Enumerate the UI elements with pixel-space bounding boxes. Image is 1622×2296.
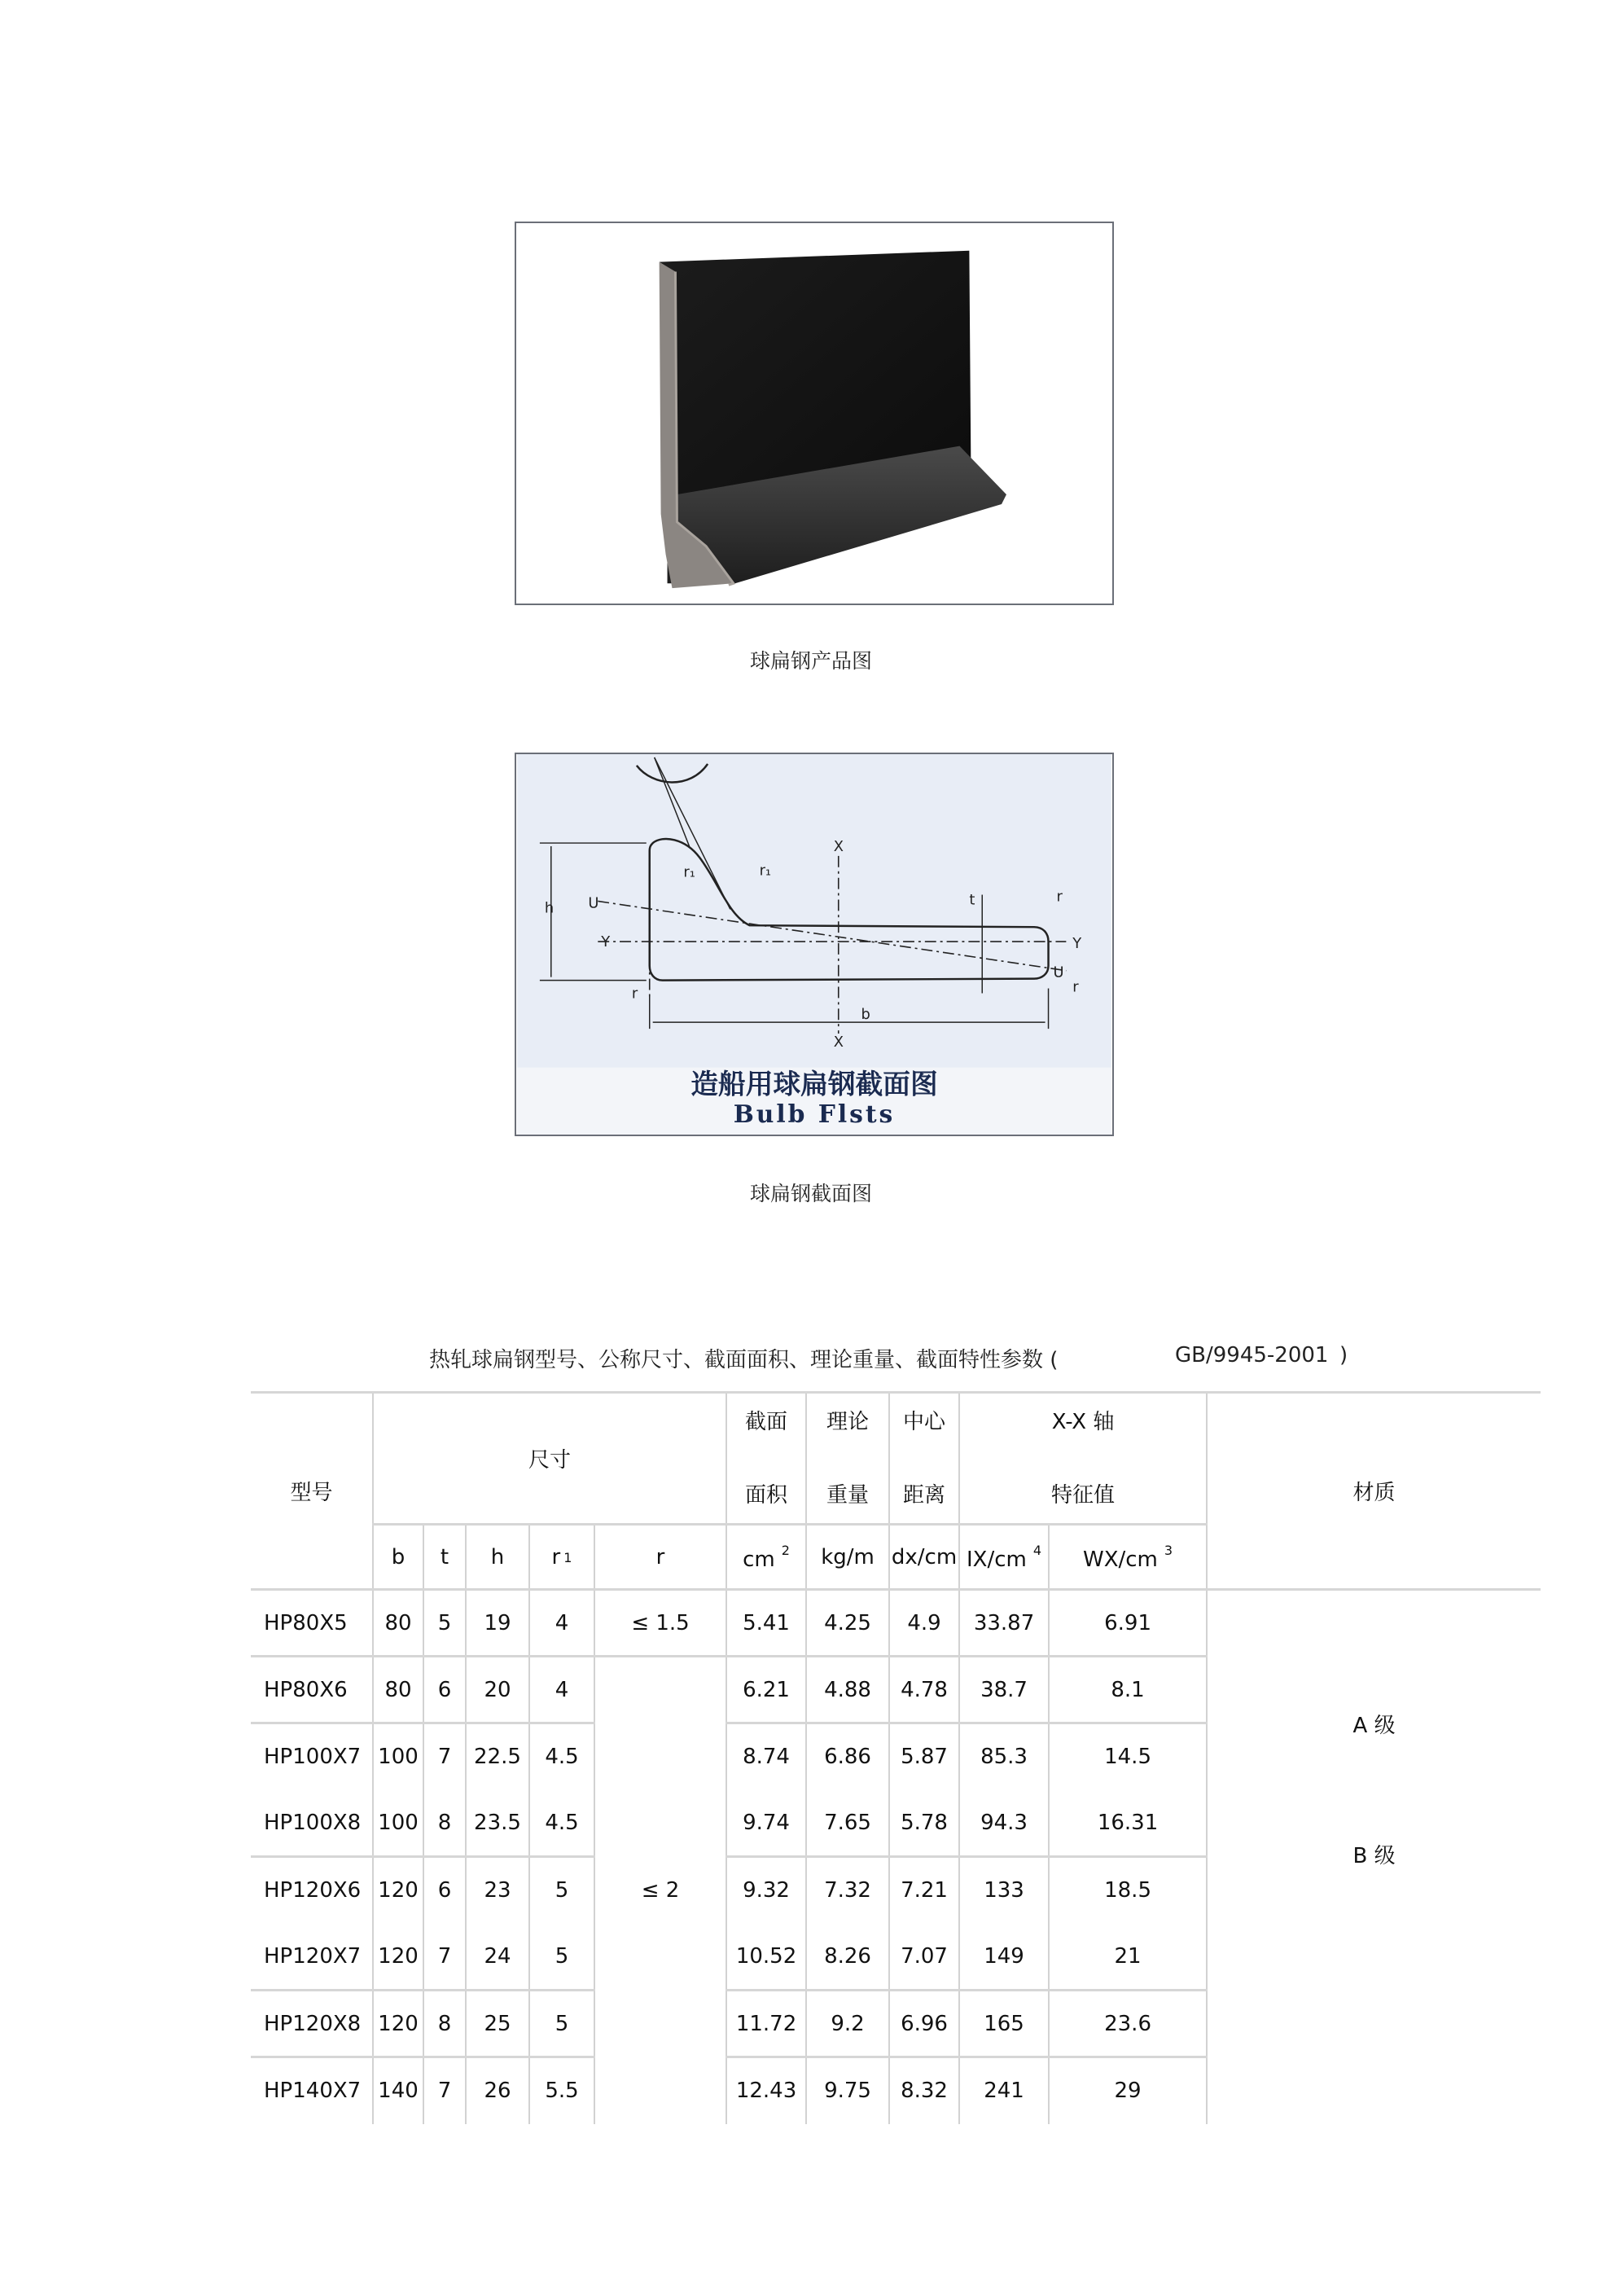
- cell-area: 9.74: [726, 1790, 806, 1857]
- cell-h: 23.5: [466, 1790, 529, 1857]
- table-title-text: 热轧球扁钢型号、公称尺寸、截面面积、理论重量、截面特性参数 (: [429, 1348, 1059, 1372]
- cell-t: 5: [423, 1590, 466, 1657]
- cell-dx: 4.9: [889, 1590, 959, 1657]
- cell-model: HP100X8: [264, 1810, 362, 1835]
- header-weight: 理论 重量: [806, 1393, 889, 1525]
- cell-r1: 5: [529, 1991, 594, 2057]
- cell-wx: 21: [1049, 1924, 1207, 1991]
- spec-table: [251, 1391, 1541, 2124]
- cell-model: HP140X7: [251, 2057, 373, 2124]
- cell-r1: 5: [529, 1857, 594, 1924]
- subheader-b: b: [373, 1525, 423, 1590]
- cell-h: 20: [466, 1657, 529, 1723]
- cell-ix: 241: [959, 2057, 1049, 2124]
- subheader-wx: WX/cm $^3$: [1049, 1525, 1207, 1590]
- cell-h: 22.5: [466, 1723, 529, 1790]
- cell-t: 6: [423, 1857, 466, 1924]
- cell-r-le-2: ≤ 2: [594, 1657, 726, 2124]
- label-r-left: r: [631, 985, 638, 1003]
- cell-material-b: B 级: [1352, 1843, 1396, 1868]
- cell-weight: 8.26: [806, 1924, 889, 1991]
- cell-r1: 4: [529, 1590, 594, 1657]
- subheader-ix: IX/cm $^4$: [959, 1525, 1049, 1590]
- cell-area: 12.43: [726, 2057, 806, 2124]
- cell-material-a: A 级: [1207, 1590, 1541, 1857]
- subheader-t: t: [423, 1525, 466, 1590]
- cell-ix: 38.7: [959, 1657, 1049, 1723]
- cell-area: 6.21: [726, 1657, 806, 1723]
- cell-wx: 6.91: [1049, 1590, 1207, 1657]
- subheader-r1: r 1: [529, 1525, 594, 1590]
- header-dimensions: 尺寸: [373, 1393, 726, 1525]
- cell-h: 25: [466, 1991, 529, 2057]
- cell-dx: 5.87: [889, 1723, 959, 1790]
- cell-weight: 4.88: [806, 1657, 889, 1723]
- label-r1: r₁: [683, 863, 695, 881]
- cell-h: 23: [466, 1857, 529, 1924]
- cell-area: 5.41: [726, 1590, 806, 1657]
- cell-weight: 9.2: [806, 1991, 889, 2057]
- label-x-bottom: X: [833, 1033, 844, 1051]
- cell-wx: 16.31: [1049, 1790, 1207, 1857]
- cell-t: 8: [423, 1991, 466, 2057]
- cell-b: 80: [373, 1657, 423, 1723]
- cross-section-caption: 球扁钢截面图: [749, 1182, 872, 1205]
- cell-ix: 149: [959, 1924, 1049, 1991]
- cell-model: HP120X7: [264, 1943, 362, 1969]
- cell-h: 19: [466, 1590, 529, 1657]
- cell-wx: 18.5: [1049, 1857, 1207, 1924]
- label-r-top: r: [1056, 888, 1063, 906]
- diagram-inner-title-cn: 造船用球扁钢截面图: [690, 1067, 938, 1100]
- label-h: h: [544, 899, 555, 917]
- header-area: 截面 面积: [726, 1393, 806, 1525]
- label-u-right: U: [1053, 964, 1064, 981]
- cell-area: 9.32: [726, 1857, 806, 1924]
- cell-area: 8.74: [726, 1723, 806, 1790]
- header-material: 材质: [1207, 1393, 1541, 1590]
- cell-b: 140: [373, 2057, 423, 2124]
- label-x-top: X: [833, 837, 844, 855]
- cell-h: 24: [466, 1924, 529, 1991]
- table-title-standard: GB/9945-2001: [1175, 1343, 1329, 1368]
- cell-b: 100: [373, 1790, 423, 1857]
- cell-dx: 8.32: [889, 2057, 959, 2124]
- cell-material-b-wrap: [1207, 1843, 1541, 2124]
- cell-r1: 4.5: [529, 1723, 594, 1790]
- header-center: 中心 距离: [889, 1393, 959, 1525]
- cell-dx: 7.07: [889, 1924, 959, 1991]
- cell-model: HP120X8: [251, 1991, 373, 2057]
- label-b: b: [861, 1006, 870, 1024]
- cell-model: HP80X6: [251, 1657, 373, 1723]
- cell-wx: 29: [1049, 2057, 1207, 2124]
- cell-dx: 7.21: [889, 1857, 959, 1924]
- cell-b: 120: [373, 1924, 423, 1991]
- cell-dx: 6.96: [889, 1991, 959, 2057]
- cell-t: 7: [423, 2057, 466, 2124]
- table-title-close: ): [1339, 1343, 1348, 1368]
- cell-r1: 5: [529, 1924, 594, 1991]
- cell-t: 6: [423, 1657, 466, 1723]
- table-row: [251, 1590, 1541, 1657]
- cell-b: 100: [373, 1723, 423, 1790]
- label-y-left: Y: [601, 933, 611, 950]
- subheader-h: h: [466, 1525, 529, 1590]
- subheader-r: r: [594, 1525, 726, 1590]
- cell-ix: 85.3: [959, 1723, 1049, 1790]
- header-model: 型号: [251, 1393, 373, 1590]
- cell-t: 8: [423, 1790, 466, 1857]
- bulb-flat-photo-illustration: [516, 223, 1112, 604]
- cell-dx: 4.78: [889, 1657, 959, 1723]
- cell-b: 120: [373, 1991, 423, 2057]
- cell-weight: 6.86: [806, 1723, 889, 1790]
- cell-ix: 94.3: [959, 1790, 1049, 1857]
- label-r1-outer: r₁: [759, 862, 772, 880]
- cell-ix: 33.87: [959, 1590, 1049, 1657]
- cell-model: HP120X6: [251, 1857, 373, 1924]
- cross-section-drawing: [516, 754, 1112, 1135]
- cell-ix: 133: [959, 1857, 1049, 1924]
- cell-t: 7: [423, 1723, 466, 1790]
- cell-model: HP80X5: [251, 1590, 373, 1657]
- subheader-cm2: cm $^2$: [726, 1525, 806, 1590]
- cell-wx: 23.6: [1049, 1991, 1207, 2057]
- header-axis: X-X 轴 特征值: [959, 1393, 1207, 1525]
- cell-weight: 7.32: [806, 1857, 889, 1924]
- cell-area: 10.52: [726, 1924, 806, 1991]
- label-t: t: [969, 891, 975, 909]
- label-r-bottom: r: [1072, 978, 1079, 996]
- cell-weight: 7.65: [806, 1790, 889, 1857]
- cell-h: 26: [466, 2057, 529, 2124]
- table-row: [251, 1857, 1541, 1924]
- diagram-inner-title-en: Bulb Flsts: [733, 1100, 896, 1130]
- cell-wx: 14.5: [1049, 1723, 1207, 1790]
- cell-r-le-1-5: ≤ 1.5: [594, 1590, 726, 1657]
- cross-section-diagram: [515, 753, 1114, 1136]
- cell-ix: 165: [959, 1991, 1049, 2057]
- product-photo-caption: 球扁钢产品图: [749, 649, 872, 673]
- product-photo: [515, 222, 1114, 605]
- cell-model: HP100X7: [251, 1723, 373, 1790]
- cell-area: 11.72: [726, 1991, 806, 2057]
- cell-b: 80: [373, 1590, 423, 1657]
- cell-r1: 4: [529, 1657, 594, 1723]
- cell-weight: 4.25: [806, 1590, 889, 1657]
- cell-r1: 4.5: [529, 1790, 594, 1857]
- subheader-dxcm: dx/cm: [889, 1525, 959, 1590]
- cell-r1: 5.5: [529, 2057, 594, 2124]
- cell-dx: 5.78: [889, 1790, 959, 1857]
- label-u-left: U: [588, 894, 599, 912]
- cell-t: 7: [423, 1924, 466, 1991]
- label-y-right: Y: [1072, 934, 1082, 952]
- cell-wx: 8.1: [1049, 1657, 1207, 1723]
- cell-b: 120: [373, 1857, 423, 1924]
- cell-weight: 9.75: [806, 2057, 889, 2124]
- subheader-kgm: kg/m: [806, 1525, 889, 1590]
